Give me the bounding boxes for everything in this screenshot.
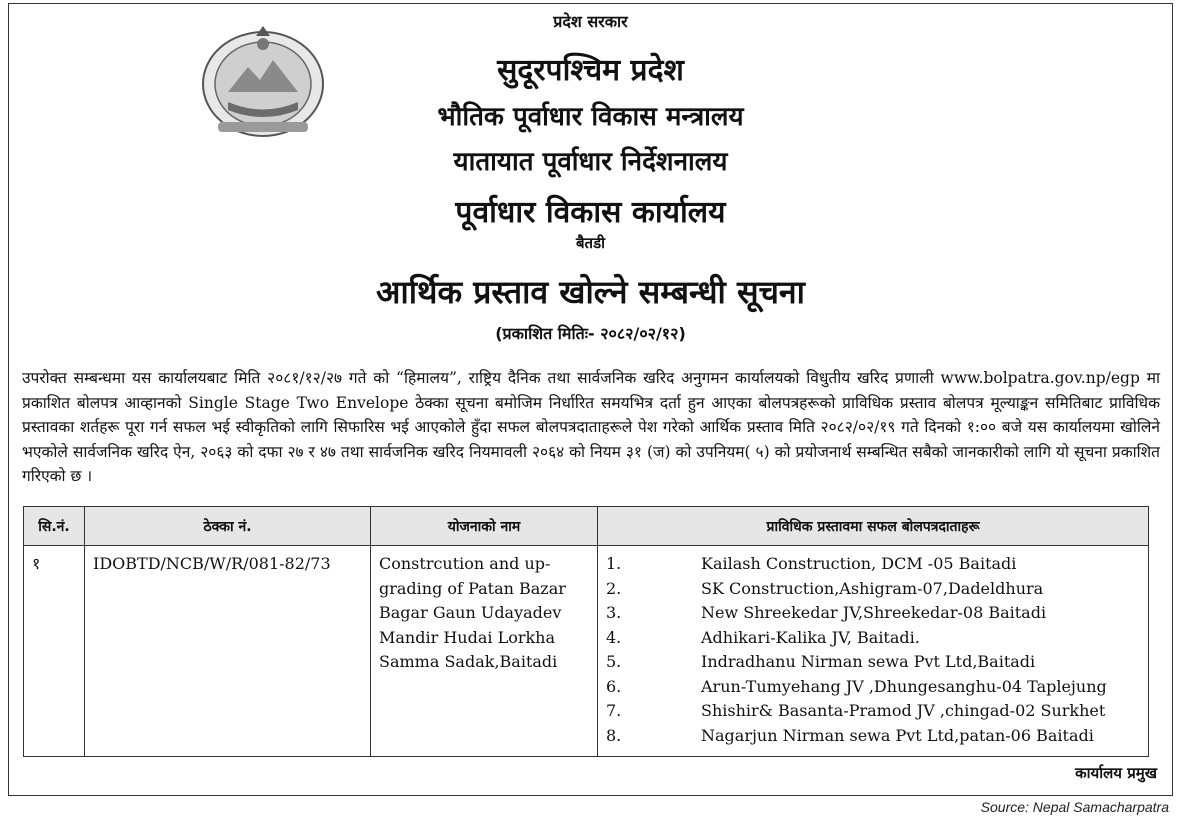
source-credit: Source: Nepal Samacharpatra xyxy=(980,799,1169,815)
government-label: प्रदेश सरकार xyxy=(553,12,628,31)
list-item xyxy=(606,552,1142,577)
list-item xyxy=(606,601,1142,626)
signatory-title: कार्यालय प्रमुख xyxy=(1075,764,1157,782)
bidder-number: 7. xyxy=(606,701,622,720)
bidders-list xyxy=(606,552,1142,748)
bidder-number: 4. xyxy=(606,627,622,647)
bidder-name: Kailash Construction, DCM -05 Baitadi xyxy=(701,554,1017,573)
district-name: बैतडी xyxy=(575,234,606,252)
bidder-name: Nagarjun Nirman sewa Pvt Ltd,patan-06 Baitadi xyxy=(701,725,1094,745)
directorate-name: यातायात पूर्वाधार निर्देशनालय xyxy=(453,147,728,177)
row-project-name: Constrcution and up-grading of Patan Bazar Bagar Gaun Udayadev Mandir Hudai Lorkha Samma Sadak,Baitadi xyxy=(371,546,598,757)
list-item xyxy=(606,675,1142,700)
list-item xyxy=(606,699,1142,724)
bidder-number: 3. xyxy=(606,603,622,622)
header-contract-no: ठेक्का नं. xyxy=(85,507,371,546)
bidder-number: 2. xyxy=(606,578,622,598)
header-successful-bidders: प्राविधिक प्रस्तावमा सफल बोलपत्रदाताहरू xyxy=(598,507,1149,546)
office-name: पूर्वाधार विकास कार्यालय xyxy=(455,195,726,230)
notice-title: आर्थिक प्रस्ताव खोल्ने सम्बन्धी सूचना xyxy=(376,273,805,311)
bidder-number: 6. xyxy=(606,676,622,696)
bidder-name: Shishir& Basanta-Pramod JV ,chingad-02 Surkhet xyxy=(701,701,1106,720)
bidder-number: 1. xyxy=(606,554,622,573)
bidder-name: SK Construction,Ashigram-07,Dadeldhura xyxy=(701,578,1044,598)
table-header-row xyxy=(24,507,1149,546)
list-item xyxy=(606,650,1142,675)
bidder-name: Arun-Tumyehang JV ,Dhungesanghu-04 Taplejung xyxy=(701,676,1107,696)
province-name: सुदूरपश्चिम प्रदेश xyxy=(497,53,684,88)
bidder-number: 8. xyxy=(606,725,622,745)
notice-body: उपरोक्त सम्बन्धमा यस कार्यालयबाट मिति २०८१/१२/२७ गते को “हिमालय”, राष्ट्रिय दैनिक तथा सार्वजनिक खरिद अनुगमन कार्यालयको विधुतीय खरिद प्रणाली www.bolpatra.gov.np/egp मा प्रकाशित बोलपत्र आव्हानको Single Stage Two Envelope ठेक्का सूचना बमोजिम निर्धारित समयभित्र दर्ता हुन आएका बोलपत्रहरूको प्राविधिक प्रस्ताव बोलपत्र मूल्याङ्कन समितिबाट प्राविधिक प्रस्तावका शर्तहरू पूरा गर्न सफल भई स्वीकृतिको लागि सिफारिस भई आएकोले हुँदा सफल बोलपत्रदाताहरूले पेश गरेको आर्थिक प्रस्ताव मिति २०८२/०२/१९ गते दिनको १:०० बजे यस कार्यालयमा खोलिने भएकोले सार्वजनिक खरिद ऐन, २०६३ को दफा २७ र ४७ तथा सार्वजनिक खरिद नियमावली २०६४ को नियम ३१ (ज) को उपनियम( ५) को प्रयोजनार्थ सम्बन्धित सबैको जानकारीको लागि यो सूचना प्रकाशित गरिएको छ । xyxy=(22,369,1160,485)
ministry-name: भौतिक पूर्वाधार विकास मन्त्रालय xyxy=(437,102,744,132)
row-contract-no: IDOBTD/NCB/W/R/081-82/73 xyxy=(85,546,371,757)
table-row xyxy=(24,546,1149,757)
bidder-name: Adhikari-Kalika JV, Baitadi. xyxy=(701,627,920,647)
list-item xyxy=(606,577,1142,602)
header-project-name: योजनाको नाम xyxy=(371,507,598,546)
list-item xyxy=(606,724,1142,749)
bidder-name: Indradhanu Nirman sewa Pvt Ltd,Baitadi xyxy=(701,652,1036,671)
row-bidders xyxy=(598,546,1149,757)
published-date: (प्रकाशित मितिः- २०८२/०२/१२) xyxy=(495,324,686,343)
bidder-number: 5. xyxy=(606,652,622,671)
bidders-table xyxy=(23,506,1149,757)
list-item xyxy=(606,626,1142,651)
header-sn: सि.नं. xyxy=(24,507,85,546)
bidder-name: New Shreekedar JV,Shreekedar-08 Baitadi xyxy=(701,603,1047,622)
row-sn: १ xyxy=(24,546,85,757)
